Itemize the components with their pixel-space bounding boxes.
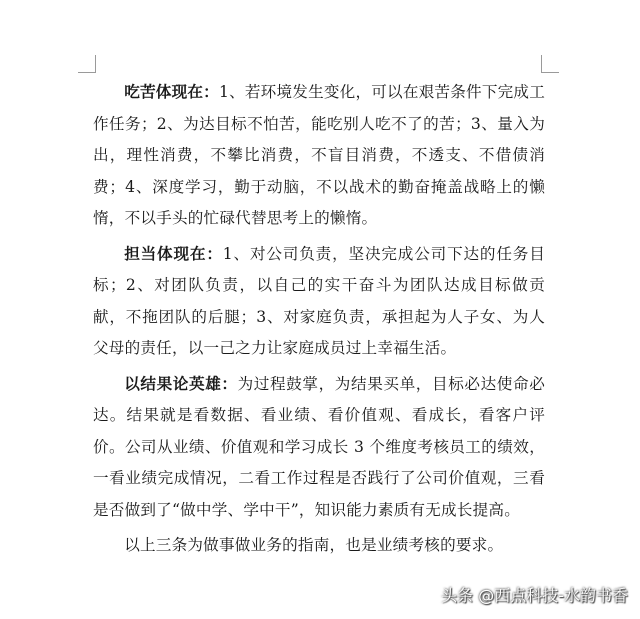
paragraph-text: 1、对公司负责，坚决完成公司下达的任务目标；2、对团队负责，以自己的实干奋斗为团队达成目标做贡献，不拖团队的后腿；3、对家庭负责，承担起为人子女、为人父母的责任，以一己之力让家庭成员过上幸福生活。 (93, 244, 546, 357)
paragraph-summary (93, 529, 545, 562)
watermark: 头条 @西点科技-水韵书香 (441, 586, 628, 605)
document-body (93, 76, 545, 562)
paragraph-heading: 以结果论英雄： (124, 373, 238, 393)
paragraph-hardship (93, 76, 545, 235)
corner-mark-top-right (541, 55, 559, 73)
paragraph-heading: 担当体现在： (124, 243, 223, 263)
corner-mark-top-left (78, 55, 96, 73)
paragraph-heading: 吃苦体现在： (124, 82, 219, 101)
paragraph-text: 1、若环境发生变化，可以在艰苦条件下完成工作任务；2、为达目标不怕苦，能吃别人吃不了的苦；3、量入为出，理性消费，不攀比消费，不盲目消费，不透支、不借债消费；4、深度学习，勤于动脑，不以战术的勤奋掩盖战略上的懒惰，不以手头的忙碌代替思考上的懒惰。 (93, 83, 546, 227)
paragraph-results (93, 368, 545, 527)
paragraph-text: 以上三条为做事做业务的指南，也是业绩考核的要求。 (124, 536, 504, 554)
paragraph-text: 为过程鼓掌，为结果买单，目标必达使命必达。结果就是看数据、看业绩、看价值观、看成长，看客户评价。公司从业绩、价值观和学习成长 3 个维度考核员工的绩效，一看业绩完成情况，二看工作过程是否践行了公司价值观，三看是否做到了“做中学、学中干”，知识能力素质有无成长提高。 (93, 374, 545, 519)
paragraph-responsibility (93, 238, 545, 365)
